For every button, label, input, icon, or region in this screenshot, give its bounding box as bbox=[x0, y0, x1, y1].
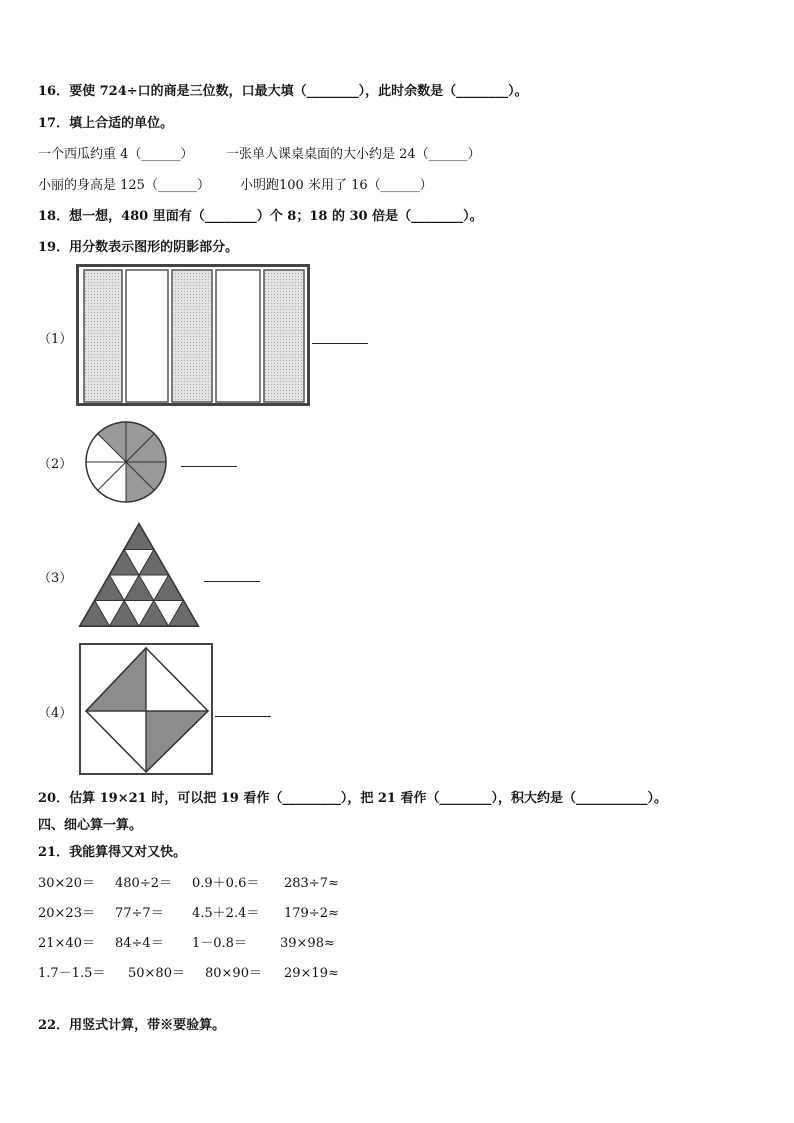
calc-item: 1－0.8＝ bbox=[192, 936, 247, 951]
figure-4-label: （4） bbox=[38, 706, 73, 721]
question-21-title: 21．我能算得又对又快。 bbox=[38, 845, 187, 860]
calc-item: 283÷7≈ bbox=[284, 876, 339, 891]
calc-item: 84÷4＝ bbox=[115, 936, 164, 951]
calc-item: 29×19≈ bbox=[284, 966, 339, 981]
calc-item: 480÷2＝ bbox=[115, 876, 172, 891]
q17-item-desk: 一张单人课桌桌面的大小约是 24（______） bbox=[226, 147, 481, 162]
calc-item: 20×23＝ bbox=[38, 906, 95, 921]
figure-4-square bbox=[78, 642, 214, 776]
figure-3-triangle bbox=[78, 522, 200, 628]
question-16: 16．要使 724÷口的商是三位数，口最大填（________），此时余数是（________）。 bbox=[38, 84, 528, 99]
answer-line-3[interactable] bbox=[204, 581, 260, 582]
question-18: 18．想一想，480 里面有（________）个 8；18 的 30 倍是（________）。 bbox=[38, 209, 483, 224]
calc-item: 39×98≈ bbox=[280, 936, 335, 951]
figure-2-label: （2） bbox=[38, 457, 73, 472]
q17-item-run: 小明跑100 米用了 16（______） bbox=[240, 178, 433, 193]
answer-line-4[interactable] bbox=[215, 716, 271, 717]
section-4-title: 四、细心算一算。 bbox=[38, 818, 143, 833]
figure-2-circle bbox=[84, 420, 168, 504]
calc-item: 21×40＝ bbox=[38, 936, 95, 951]
calc-item: 77÷7＝ bbox=[115, 906, 164, 921]
q17-item-height: 小丽的身高是 125（______） bbox=[38, 178, 210, 193]
question-20: 20．估算 19×21 时，可以把 19 看作（_________），把 21 看作（________），积大约是（___________）。 bbox=[38, 791, 668, 806]
answer-line-1[interactable] bbox=[312, 343, 368, 344]
calc-item: 4.5＋2.4＝ bbox=[192, 906, 260, 921]
question-17-title: 17．填上合适的单位。 bbox=[38, 116, 174, 131]
question-22: 22．用竖式计算，带※要验算。 bbox=[38, 1018, 226, 1033]
figure-3-label: （3） bbox=[38, 571, 73, 586]
question-19-title: 19．用分数表示图形的阴影部分。 bbox=[38, 240, 239, 255]
answer-line-2[interactable] bbox=[181, 466, 237, 467]
calc-item: 1.7－1.5＝ bbox=[38, 966, 106, 981]
calc-item: 0.9＋0.6＝ bbox=[192, 876, 260, 891]
figure-1-label: （1） bbox=[38, 332, 73, 347]
calc-item: 30×20＝ bbox=[38, 876, 95, 891]
calc-item: 80×90＝ bbox=[205, 966, 262, 981]
calc-item: 50×80＝ bbox=[128, 966, 185, 981]
calc-item: 179÷2≈ bbox=[284, 906, 339, 921]
figure-1-rectangle-strips bbox=[76, 264, 312, 408]
q17-item-watermelon: 一个西瓜约重 4（______） bbox=[38, 147, 194, 162]
